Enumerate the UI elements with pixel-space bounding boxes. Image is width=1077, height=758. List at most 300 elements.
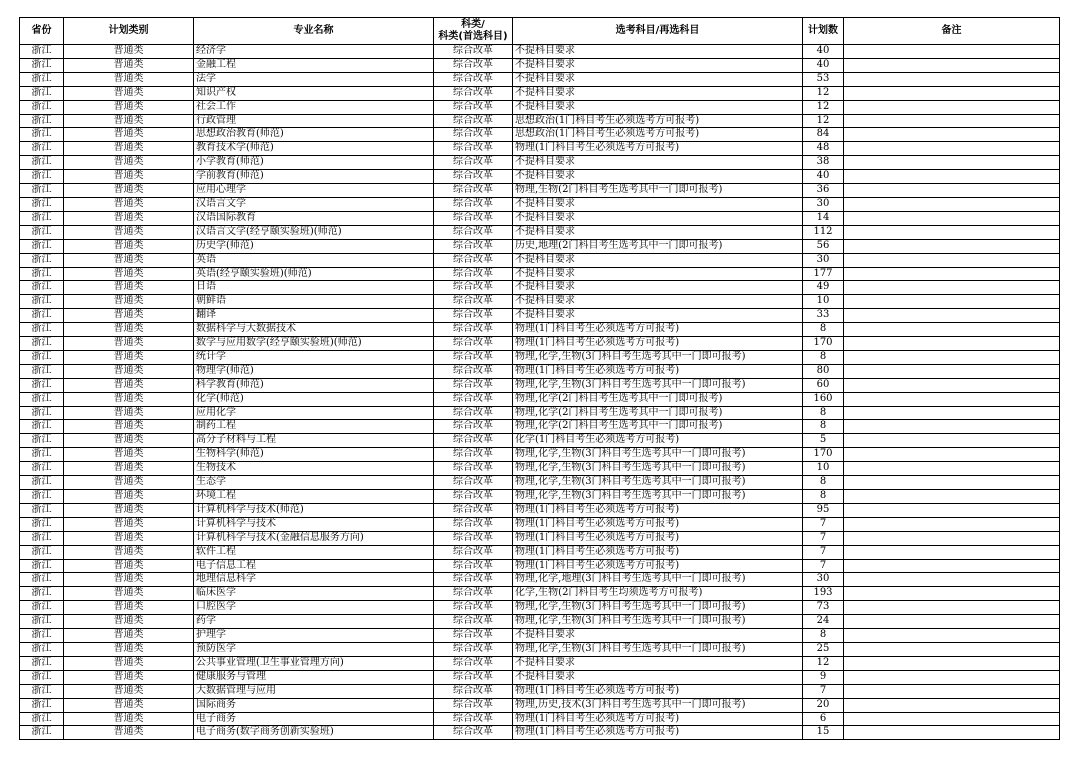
enrollment-plan-table xyxy=(19,17,1060,740)
cell-subjects: 不提科目要求 xyxy=(513,295,803,309)
cell-major: 大数据管理与应用 xyxy=(194,684,434,698)
cell-subjects: 物理,化学,生物(3门科目考生选考其中一门即可报考) xyxy=(513,615,803,629)
cell-subjects: 不提科目要求 xyxy=(513,156,803,170)
cell-count: 20 xyxy=(803,698,844,712)
table-row xyxy=(20,170,1060,184)
cell-province: 浙江 xyxy=(20,698,64,712)
cell-category: 综合改革 xyxy=(434,531,513,545)
cell-remarks xyxy=(844,45,1060,59)
table-row xyxy=(20,337,1060,351)
cell-count: 40 xyxy=(803,58,844,72)
cell-major: 思想政治教育(师范) xyxy=(194,128,434,142)
table-row xyxy=(20,601,1060,615)
cell-category: 综合改革 xyxy=(434,350,513,364)
cell-province: 浙江 xyxy=(20,545,64,559)
cell-major: 小学教育(师范) xyxy=(194,156,434,170)
header-category-line1: 科类/ xyxy=(461,19,485,30)
table-row xyxy=(20,392,1060,406)
cell-subjects: 不提科目要求 xyxy=(513,45,803,59)
cell-subjects: 物理(1门科目考生必须选考方可报考) xyxy=(513,323,803,337)
cell-count: 7 xyxy=(803,545,844,559)
cell-count: 36 xyxy=(803,184,844,198)
cell-province: 浙江 xyxy=(20,295,64,309)
cell-plan-type: 普通类 xyxy=(64,337,194,351)
cell-plan-type: 普通类 xyxy=(64,698,194,712)
cell-category: 综合改革 xyxy=(434,698,513,712)
cell-category: 综合改革 xyxy=(434,239,513,253)
cell-major: 数据科学与大数据技术 xyxy=(194,323,434,337)
cell-plan-type: 普通类 xyxy=(64,295,194,309)
cell-province: 浙江 xyxy=(20,490,64,504)
cell-category: 综合改革 xyxy=(434,225,513,239)
cell-major: 公共事业管理(卫生事业管理方向) xyxy=(194,656,434,670)
cell-major: 英语 xyxy=(194,253,434,267)
cell-major: 电子信息工程 xyxy=(194,559,434,573)
cell-province: 浙江 xyxy=(20,559,64,573)
cell-major: 英语(经亨颐实验班)(师范) xyxy=(194,267,434,281)
cell-subjects: 化学(1门科目考生必须选考方可报考) xyxy=(513,434,803,448)
cell-count: 170 xyxy=(803,337,844,351)
cell-major: 朝鲜语 xyxy=(194,295,434,309)
cell-remarks xyxy=(844,337,1060,351)
cell-plan-type: 普通类 xyxy=(64,684,194,698)
cell-remarks xyxy=(844,170,1060,184)
cell-plan-type: 普通类 xyxy=(64,184,194,198)
cell-subjects: 思想政治(1门科目考生必须选考方可报考) xyxy=(513,128,803,142)
cell-category: 综合改革 xyxy=(434,100,513,114)
cell-count: 25 xyxy=(803,642,844,656)
header-category-line2: 科类(首选科目) xyxy=(438,31,508,42)
cell-remarks xyxy=(844,309,1060,323)
cell-count: 7 xyxy=(803,559,844,573)
header-major: 专业名称 xyxy=(194,18,434,45)
cell-province: 浙江 xyxy=(20,587,64,601)
cell-plan-type: 普通类 xyxy=(64,517,194,531)
cell-category: 综合改革 xyxy=(434,559,513,573)
cell-count: 6 xyxy=(803,712,844,726)
cell-plan-type: 普通类 xyxy=(64,615,194,629)
cell-category: 综合改革 xyxy=(434,545,513,559)
cell-major: 临床医学 xyxy=(194,587,434,601)
cell-remarks xyxy=(844,86,1060,100)
cell-plan-type: 普通类 xyxy=(64,629,194,643)
cell-count: 112 xyxy=(803,225,844,239)
cell-subjects: 物理,化学,生物(3门科目考生选考其中一门即可报考) xyxy=(513,642,803,656)
cell-count: 10 xyxy=(803,295,844,309)
cell-major: 健康服务与管理 xyxy=(194,670,434,684)
cell-province: 浙江 xyxy=(20,406,64,420)
cell-province: 浙江 xyxy=(20,350,64,364)
cell-province: 浙江 xyxy=(20,114,64,128)
table-row xyxy=(20,364,1060,378)
cell-remarks xyxy=(844,100,1060,114)
table-row xyxy=(20,253,1060,267)
table-row xyxy=(20,197,1060,211)
cell-subjects: 不提科目要求 xyxy=(513,253,803,267)
cell-plan-type: 普通类 xyxy=(64,531,194,545)
header-category xyxy=(434,18,513,45)
table-row xyxy=(20,656,1060,670)
cell-province: 浙江 xyxy=(20,337,64,351)
cell-subjects: 物理,历史,技术(3门科目考生选考其中一门即可报考) xyxy=(513,698,803,712)
cell-subjects: 物理,化学(2门科目考生选考其中一门即可报考) xyxy=(513,406,803,420)
table-row xyxy=(20,114,1060,128)
cell-province: 浙江 xyxy=(20,448,64,462)
cell-province: 浙江 xyxy=(20,156,64,170)
cell-province: 浙江 xyxy=(20,211,64,225)
cell-category: 综合改革 xyxy=(434,490,513,504)
cell-count: 170 xyxy=(803,448,844,462)
cell-subjects: 物理,生物(2门科目考生选考其中一门即可报考) xyxy=(513,184,803,198)
cell-remarks xyxy=(844,670,1060,684)
cell-count: 40 xyxy=(803,45,844,59)
cell-subjects: 物理,化学,生物(3门科目考生选考其中一门即可报考) xyxy=(513,350,803,364)
table-row xyxy=(20,545,1060,559)
cell-province: 浙江 xyxy=(20,712,64,726)
cell-count: 7 xyxy=(803,531,844,545)
cell-count: 193 xyxy=(803,587,844,601)
table-row xyxy=(20,86,1060,100)
cell-count: 33 xyxy=(803,309,844,323)
cell-count: 30 xyxy=(803,253,844,267)
table-row xyxy=(20,434,1060,448)
table-row xyxy=(20,309,1060,323)
cell-remarks xyxy=(844,503,1060,517)
cell-remarks xyxy=(844,114,1060,128)
cell-category: 综合改革 xyxy=(434,448,513,462)
cell-remarks xyxy=(844,184,1060,198)
cell-subjects: 物理,化学,生物(3门科目考生选考其中一门即可报考) xyxy=(513,601,803,615)
cell-province: 浙江 xyxy=(20,100,64,114)
table-row xyxy=(20,225,1060,239)
table-row xyxy=(20,462,1060,476)
cell-plan-type: 普通类 xyxy=(64,364,194,378)
table-row xyxy=(20,684,1060,698)
cell-category: 综合改革 xyxy=(434,58,513,72)
cell-major: 物理学(师范) xyxy=(194,364,434,378)
cell-subjects: 物理(1门科目考生必须选考方可报考) xyxy=(513,531,803,545)
table-row xyxy=(20,712,1060,726)
table-row xyxy=(20,350,1060,364)
header-plan-type: 计划类别 xyxy=(64,18,194,45)
cell-count: 84 xyxy=(803,128,844,142)
cell-subjects: 不提科目要求 xyxy=(513,58,803,72)
cell-subjects: 不提科目要求 xyxy=(513,197,803,211)
table-row xyxy=(20,211,1060,225)
cell-count: 60 xyxy=(803,378,844,392)
cell-major: 历史学(师范) xyxy=(194,239,434,253)
cell-category: 综合改革 xyxy=(434,267,513,281)
cell-remarks xyxy=(844,545,1060,559)
cell-plan-type: 普通类 xyxy=(64,587,194,601)
cell-major: 制药工程 xyxy=(194,420,434,434)
cell-remarks xyxy=(844,281,1060,295)
cell-province: 浙江 xyxy=(20,434,64,448)
header-row xyxy=(20,18,1060,45)
cell-count: 7 xyxy=(803,684,844,698)
cell-subjects: 不提科目要求 xyxy=(513,281,803,295)
cell-remarks xyxy=(844,656,1060,670)
cell-major: 学前教育(师范) xyxy=(194,170,434,184)
cell-remarks xyxy=(844,392,1060,406)
cell-category: 综合改革 xyxy=(434,656,513,670)
cell-plan-type: 普通类 xyxy=(64,267,194,281)
cell-category: 综合改革 xyxy=(434,156,513,170)
table-row xyxy=(20,420,1060,434)
cell-remarks xyxy=(844,726,1060,740)
cell-major: 化学(师范) xyxy=(194,392,434,406)
cell-province: 浙江 xyxy=(20,239,64,253)
cell-subjects: 不提科目要求 xyxy=(513,72,803,86)
cell-province: 浙江 xyxy=(20,573,64,587)
table-row xyxy=(20,142,1060,156)
cell-major: 生物科学(师范) xyxy=(194,448,434,462)
cell-major: 计算机科学与技术 xyxy=(194,517,434,531)
table-row xyxy=(20,573,1060,587)
cell-province: 浙江 xyxy=(20,267,64,281)
cell-province: 浙江 xyxy=(20,531,64,545)
table-row xyxy=(20,323,1060,337)
cell-plan-type: 普通类 xyxy=(64,490,194,504)
cell-province: 浙江 xyxy=(20,197,64,211)
cell-province: 浙江 xyxy=(20,503,64,517)
cell-subjects: 物理,化学(2门科目考生选考其中一门即可报考) xyxy=(513,420,803,434)
table-row xyxy=(20,267,1060,281)
cell-count: 8 xyxy=(803,420,844,434)
table-row xyxy=(20,295,1060,309)
cell-count: 15 xyxy=(803,726,844,740)
cell-remarks xyxy=(844,448,1060,462)
cell-province: 浙江 xyxy=(20,45,64,59)
cell-remarks xyxy=(844,601,1060,615)
cell-plan-type: 普通类 xyxy=(64,323,194,337)
cell-category: 综合改革 xyxy=(434,503,513,517)
cell-subjects: 物理(1门科目考生必须选考方可报考) xyxy=(513,545,803,559)
cell-major: 应用心理学 xyxy=(194,184,434,198)
cell-subjects: 不提科目要求 xyxy=(513,309,803,323)
cell-category: 综合改革 xyxy=(434,86,513,100)
cell-plan-type: 普通类 xyxy=(64,476,194,490)
cell-remarks xyxy=(844,476,1060,490)
cell-major: 环境工程 xyxy=(194,490,434,504)
cell-remarks xyxy=(844,142,1060,156)
cell-category: 综合改革 xyxy=(434,517,513,531)
cell-major: 药学 xyxy=(194,615,434,629)
table-row xyxy=(20,406,1060,420)
cell-count: 5 xyxy=(803,434,844,448)
cell-province: 浙江 xyxy=(20,517,64,531)
cell-plan-type: 普通类 xyxy=(64,114,194,128)
cell-category: 综合改革 xyxy=(434,211,513,225)
cell-major: 国际商务 xyxy=(194,698,434,712)
cell-count: 8 xyxy=(803,406,844,420)
cell-major: 应用化学 xyxy=(194,406,434,420)
table-row xyxy=(20,239,1060,253)
cell-category: 综合改革 xyxy=(434,197,513,211)
cell-plan-type: 普通类 xyxy=(64,545,194,559)
cell-plan-type: 普通类 xyxy=(64,434,194,448)
cell-major: 计算机科学与技术(师范) xyxy=(194,503,434,517)
cell-remarks xyxy=(844,58,1060,72)
cell-count: 73 xyxy=(803,601,844,615)
cell-category: 综合改革 xyxy=(434,170,513,184)
cell-remarks xyxy=(844,559,1060,573)
table-row xyxy=(20,45,1060,59)
cell-category: 综合改革 xyxy=(434,420,513,434)
cell-category: 综合改革 xyxy=(434,378,513,392)
cell-count: 95 xyxy=(803,503,844,517)
cell-province: 浙江 xyxy=(20,601,64,615)
cell-count: 49 xyxy=(803,281,844,295)
cell-major: 汉语言文学(经亨颐实验班)(师范) xyxy=(194,225,434,239)
cell-remarks xyxy=(844,629,1060,643)
table-row xyxy=(20,559,1060,573)
cell-province: 浙江 xyxy=(20,642,64,656)
cell-major: 金融工程 xyxy=(194,58,434,72)
cell-plan-type: 普通类 xyxy=(64,392,194,406)
cell-province: 浙江 xyxy=(20,684,64,698)
cell-category: 综合改革 xyxy=(434,364,513,378)
table-row xyxy=(20,503,1060,517)
table-row xyxy=(20,128,1060,142)
cell-plan-type: 普通类 xyxy=(64,170,194,184)
cell-major: 知识产权 xyxy=(194,86,434,100)
cell-subjects: 物理,化学(2门科目考生选考其中一门即可报考) xyxy=(513,392,803,406)
cell-remarks xyxy=(844,239,1060,253)
table-row xyxy=(20,670,1060,684)
table-row xyxy=(20,587,1060,601)
table-row xyxy=(20,72,1060,86)
cell-plan-type: 普通类 xyxy=(64,253,194,267)
cell-category: 综合改革 xyxy=(434,114,513,128)
cell-major: 计算机科学与技术(金融信息服务方向) xyxy=(194,531,434,545)
cell-category: 综合改革 xyxy=(434,476,513,490)
cell-province: 浙江 xyxy=(20,420,64,434)
cell-category: 综合改革 xyxy=(434,573,513,587)
cell-major: 经济学 xyxy=(194,45,434,59)
table-row xyxy=(20,517,1060,531)
cell-count: 8 xyxy=(803,350,844,364)
cell-count: 80 xyxy=(803,364,844,378)
cell-major: 科学教育(师范) xyxy=(194,378,434,392)
cell-subjects: 物理(1门科目考生必须选考方可报考) xyxy=(513,559,803,573)
cell-major: 教育技术学(师范) xyxy=(194,142,434,156)
cell-subjects: 不提科目要求 xyxy=(513,267,803,281)
cell-remarks xyxy=(844,156,1060,170)
cell-plan-type: 普通类 xyxy=(64,142,194,156)
cell-plan-type: 普通类 xyxy=(64,642,194,656)
cell-plan-type: 普通类 xyxy=(64,712,194,726)
cell-remarks xyxy=(844,406,1060,420)
cell-province: 浙江 xyxy=(20,309,64,323)
table-row xyxy=(20,490,1060,504)
cell-category: 综合改革 xyxy=(434,462,513,476)
cell-major: 生物技术 xyxy=(194,462,434,476)
table-row xyxy=(20,156,1060,170)
cell-major: 汉语国际教育 xyxy=(194,211,434,225)
cell-remarks xyxy=(844,573,1060,587)
cell-subjects: 不提科目要求 xyxy=(513,225,803,239)
cell-plan-type: 普通类 xyxy=(64,726,194,740)
cell-count: 177 xyxy=(803,267,844,281)
cell-remarks xyxy=(844,267,1060,281)
cell-province: 浙江 xyxy=(20,323,64,337)
cell-subjects: 不提科目要求 xyxy=(513,670,803,684)
cell-province: 浙江 xyxy=(20,170,64,184)
cell-subjects: 不提科目要求 xyxy=(513,86,803,100)
cell-major: 护理学 xyxy=(194,629,434,643)
cell-category: 综合改革 xyxy=(434,587,513,601)
cell-remarks xyxy=(844,462,1060,476)
cell-category: 综合改革 xyxy=(434,295,513,309)
cell-province: 浙江 xyxy=(20,142,64,156)
header-count: 计划数 xyxy=(803,18,844,45)
cell-subjects: 物理,化学,地理(3门科目考生选考其中一门即可报考) xyxy=(513,573,803,587)
cell-category: 综合改革 xyxy=(434,253,513,267)
cell-major: 地理信息科学 xyxy=(194,573,434,587)
cell-subjects: 物理,化学,生物(3门科目考生选考其中一门即可报考) xyxy=(513,378,803,392)
cell-remarks xyxy=(844,531,1060,545)
table-row xyxy=(20,378,1060,392)
cell-plan-type: 普通类 xyxy=(64,86,194,100)
cell-category: 综合改革 xyxy=(434,45,513,59)
cell-major: 社会工作 xyxy=(194,100,434,114)
cell-subjects: 物理(1门科目考生必须选考方可报考) xyxy=(513,712,803,726)
cell-plan-type: 普通类 xyxy=(64,670,194,684)
cell-plan-type: 普通类 xyxy=(64,378,194,392)
cell-category: 综合改革 xyxy=(434,281,513,295)
cell-subjects: 物理(1门科目考生必须选考方可报考) xyxy=(513,364,803,378)
cell-remarks xyxy=(844,253,1060,267)
header-remarks: 备注 xyxy=(844,18,1060,45)
cell-plan-type: 普通类 xyxy=(64,100,194,114)
cell-remarks xyxy=(844,225,1060,239)
cell-major: 数学与应用数学(经亨颐实验班)(师范) xyxy=(194,337,434,351)
cell-category: 综合改革 xyxy=(434,142,513,156)
cell-remarks xyxy=(844,490,1060,504)
cell-remarks xyxy=(844,72,1060,86)
cell-count: 12 xyxy=(803,86,844,100)
cell-category: 综合改革 xyxy=(434,615,513,629)
cell-province: 浙江 xyxy=(20,58,64,72)
cell-plan-type: 普通类 xyxy=(64,239,194,253)
cell-plan-type: 普通类 xyxy=(64,601,194,615)
cell-province: 浙江 xyxy=(20,392,64,406)
cell-subjects: 物理(1门科目考生必须选考方可报考) xyxy=(513,726,803,740)
cell-remarks xyxy=(844,323,1060,337)
cell-subjects: 物理(1门科目考生必须选考方可报考) xyxy=(513,503,803,517)
cell-plan-type: 普通类 xyxy=(64,197,194,211)
cell-category: 综合改革 xyxy=(434,712,513,726)
cell-remarks xyxy=(844,587,1060,601)
cell-count: 24 xyxy=(803,615,844,629)
cell-count: 30 xyxy=(803,197,844,211)
cell-province: 浙江 xyxy=(20,726,64,740)
cell-major: 预防医学 xyxy=(194,642,434,656)
cell-province: 浙江 xyxy=(20,378,64,392)
cell-major: 高分子材料与工程 xyxy=(194,434,434,448)
cell-major: 汉语言文学 xyxy=(194,197,434,211)
cell-major: 统计学 xyxy=(194,350,434,364)
cell-plan-type: 普通类 xyxy=(64,420,194,434)
cell-remarks xyxy=(844,295,1060,309)
cell-plan-type: 普通类 xyxy=(64,128,194,142)
table-row xyxy=(20,476,1060,490)
cell-province: 浙江 xyxy=(20,253,64,267)
cell-count: 8 xyxy=(803,490,844,504)
cell-province: 浙江 xyxy=(20,184,64,198)
cell-remarks xyxy=(844,128,1060,142)
